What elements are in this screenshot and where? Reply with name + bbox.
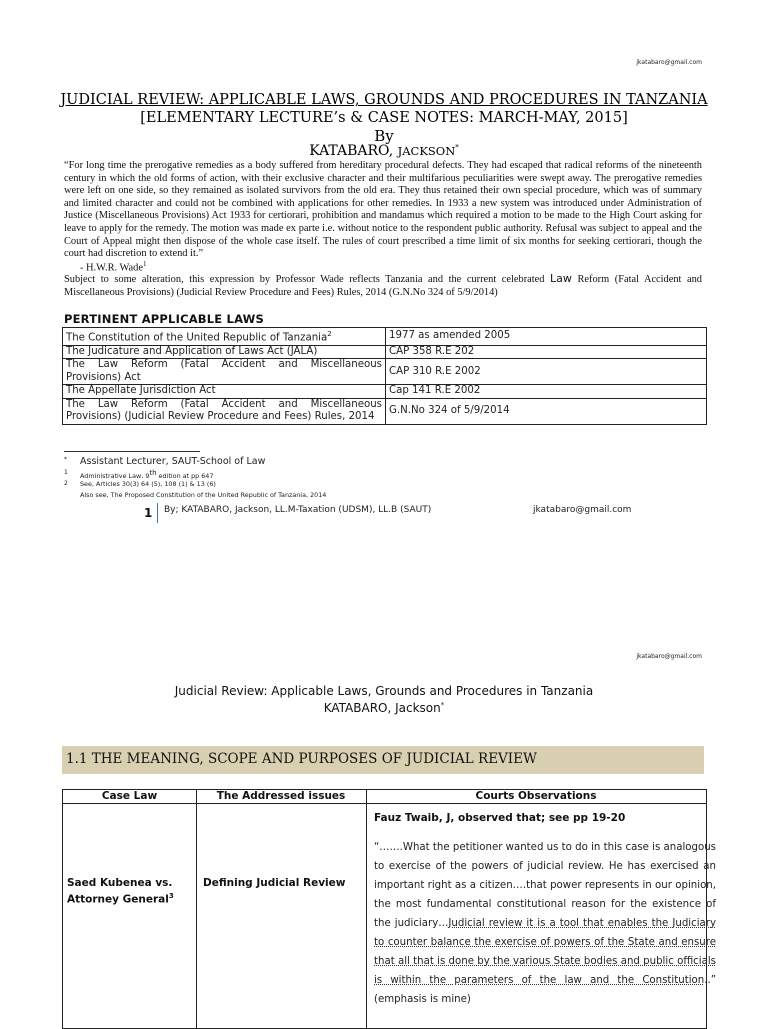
addressed-issue: Defining Judicial Review	[203, 877, 346, 889]
law-reference: CAP 310 R.E 2002	[386, 359, 707, 385]
subject-text-a: Subject to some alteration, this expression by Professor Wade reflects Tanzania and the current celebrated	[64, 274, 551, 285]
law-reference: Cap 141 R.E 2002	[386, 385, 707, 399]
footer-divider	[157, 503, 158, 523]
laws-heading: PERTINENT APPLICABLE LAWS	[64, 312, 265, 326]
column-header-case-law: Case Law	[101, 790, 158, 802]
subject-text-b: Reform (Fatal Accident and Miscellaneous Provisions) (Judicial Review Procedure and Fees) Rules, 2014 (G.N.No 324 of 5/9/2014)	[64, 274, 702, 298]
header-email: jkatabaro@gmail.com	[636, 653, 702, 660]
court-observation: “…….What the petitioner wanted us to do in this case is analogous to exercise of the powers of judicial review. He has exercised an important right as a citizen….that power represents in our opinion, the most fundamental constitutional reason for the existence of the judiciary…Judicial review it is a tool that enables the Judiciary to counter balance the exercise of powers of the State and ensure that all that is done by the various State bodies and public officials is within the parameters of the law and the Constitution..” (emphasis is mine)	[374, 842, 717, 1005]
footnote-divider	[64, 451, 200, 452]
law-footnote-mark: 2	[327, 330, 332, 338]
emphasized-passage: Judicial review it is a tool that enables the Judiciary to counter balance the exercise of powers of the State and ensure that all that is done by the various State bodies and public officials is within the parameters of the law and the Constitution	[374, 918, 717, 986]
author-footnote-mark: *	[455, 143, 459, 152]
title-by: By	[374, 127, 394, 145]
wade-quote: “For long time the prerogative remedies as a body suffered from hereditary procedural defects. They had escaped that radical reforms of the nineteenth century in which the old forms of action, with their exclusive character and their multifarious peculiarities were swept away. The prerogative remedies were left on one side, so they remained as isolated survivors from the old era. They thus retained their own special procedure, which was of summary and limited character and could not be combined with applications for other remedies. In 1933 a new system was introduced under Administration of Justice (Miscellaneous Provisions) Act 1933 for certiorari, prohibition and mandamus which required a motion to be made to the High Court asking for leave to apply for the remedy. The motion was made ex parte i.e. without notice to the respondent public authority. Refusal was subject to appeal and the Court of Appeal might then dispose of the whole case itself. The rules of court prescribed a time limit of six months for seeking certiorari, though the court had discretion to extend it.”	[64, 160, 702, 260]
law-reference: 1977 as amended 2005	[386, 328, 707, 346]
law-reference: CAP 358 R.E 202	[386, 345, 707, 359]
law-name: The Law Reform (Fatal Accident and Miscellaneous Provisions) (Judicial Review Procedure and Fees) Rules, 2014	[63, 398, 386, 424]
subject-law-word: Law	[550, 272, 572, 285]
law-name: The Judicature and Application of Laws Act (JALA)	[63, 345, 386, 359]
column-header-observations: Courts Observations	[475, 790, 597, 802]
footnote-1: 1 Administrative Law, 9th edition at pp 647	[64, 469, 214, 481]
law-name: The Law Reform (Fatal Accident and Miscellaneous Provisions) Act	[63, 359, 386, 385]
laws-table	[62, 327, 707, 425]
footnote-2-continued: Also see, The Proposed Constitution of the United Republic of Tanzania, 2014	[80, 491, 327, 499]
quote-author: - H.W.R. Wade	[80, 262, 143, 274]
column-header-issues: The Addressed issues	[216, 790, 346, 802]
footnote-author: * Assistant Lecturer, SAUT-School of Law	[64, 456, 266, 467]
footer-author: By; KATABARO, Jackson, LL.M-Taxation (UDSM), LL.B (SAUT)	[164, 505, 432, 515]
column-divider	[366, 790, 367, 1028]
header-divider	[63, 803, 706, 804]
document-page-2	[0, 640, 768, 1024]
footnote-2: 2 See, Articles 30(3) 64 (5), 108 (1) & 13 (6)	[64, 480, 216, 488]
running-header-author: KATABARO, Jackson*	[323, 701, 445, 715]
law-row	[63, 345, 707, 359]
footer-email: jkatabaro@gmail.com	[533, 505, 632, 515]
case-name: Saed Kubenea vs. Attorney General$^3$	[67, 877, 174, 906]
law-row	[63, 398, 707, 424]
law-row	[63, 359, 707, 385]
case-table	[62, 789, 717, 1029]
document-title: JUDICIAL REVIEW: APPLICABLE LAWS, GROUNDS AND PROCEDURES IN TANZANIA	[60, 92, 708, 108]
law-name: The Appellate Jurisdiction Act	[63, 385, 386, 399]
author-line	[0, 143, 768, 159]
subject-paragraph	[64, 272, 702, 299]
page-number: 1	[144, 506, 153, 520]
section-title: 1.1 THE MEANING, SCOPE AND PURPOSES OF JUDICIAL REVIEW	[66, 751, 537, 767]
law-row	[63, 385, 707, 399]
document-subtitle: [ELEMENTARY LECTURE’s & CASE NOTES: MARCH-MAY, 2015]	[140, 110, 628, 126]
observation-heading: Fauz Twaib, J, observed that; see pp 19-20	[374, 812, 626, 824]
law-row	[63, 328, 707, 346]
header-email: jkatabaro@gmail.com	[636, 59, 702, 66]
author-given-name: JACKSON	[397, 144, 456, 158]
law-reference: G.N.No 324 of 5/9/2014	[386, 398, 707, 424]
author-surname: KATABARO,	[309, 143, 394, 159]
page-gap	[0, 585, 768, 640]
law-name: The Constitution of the United Republic of Tanzania$^2$	[63, 328, 386, 346]
running-header-title: Judicial Review: Applicable Laws, Grounds and Procedures in Tanzania	[174, 684, 594, 698]
quote-footnote-mark: 1	[142, 260, 147, 268]
column-divider	[196, 790, 197, 1028]
